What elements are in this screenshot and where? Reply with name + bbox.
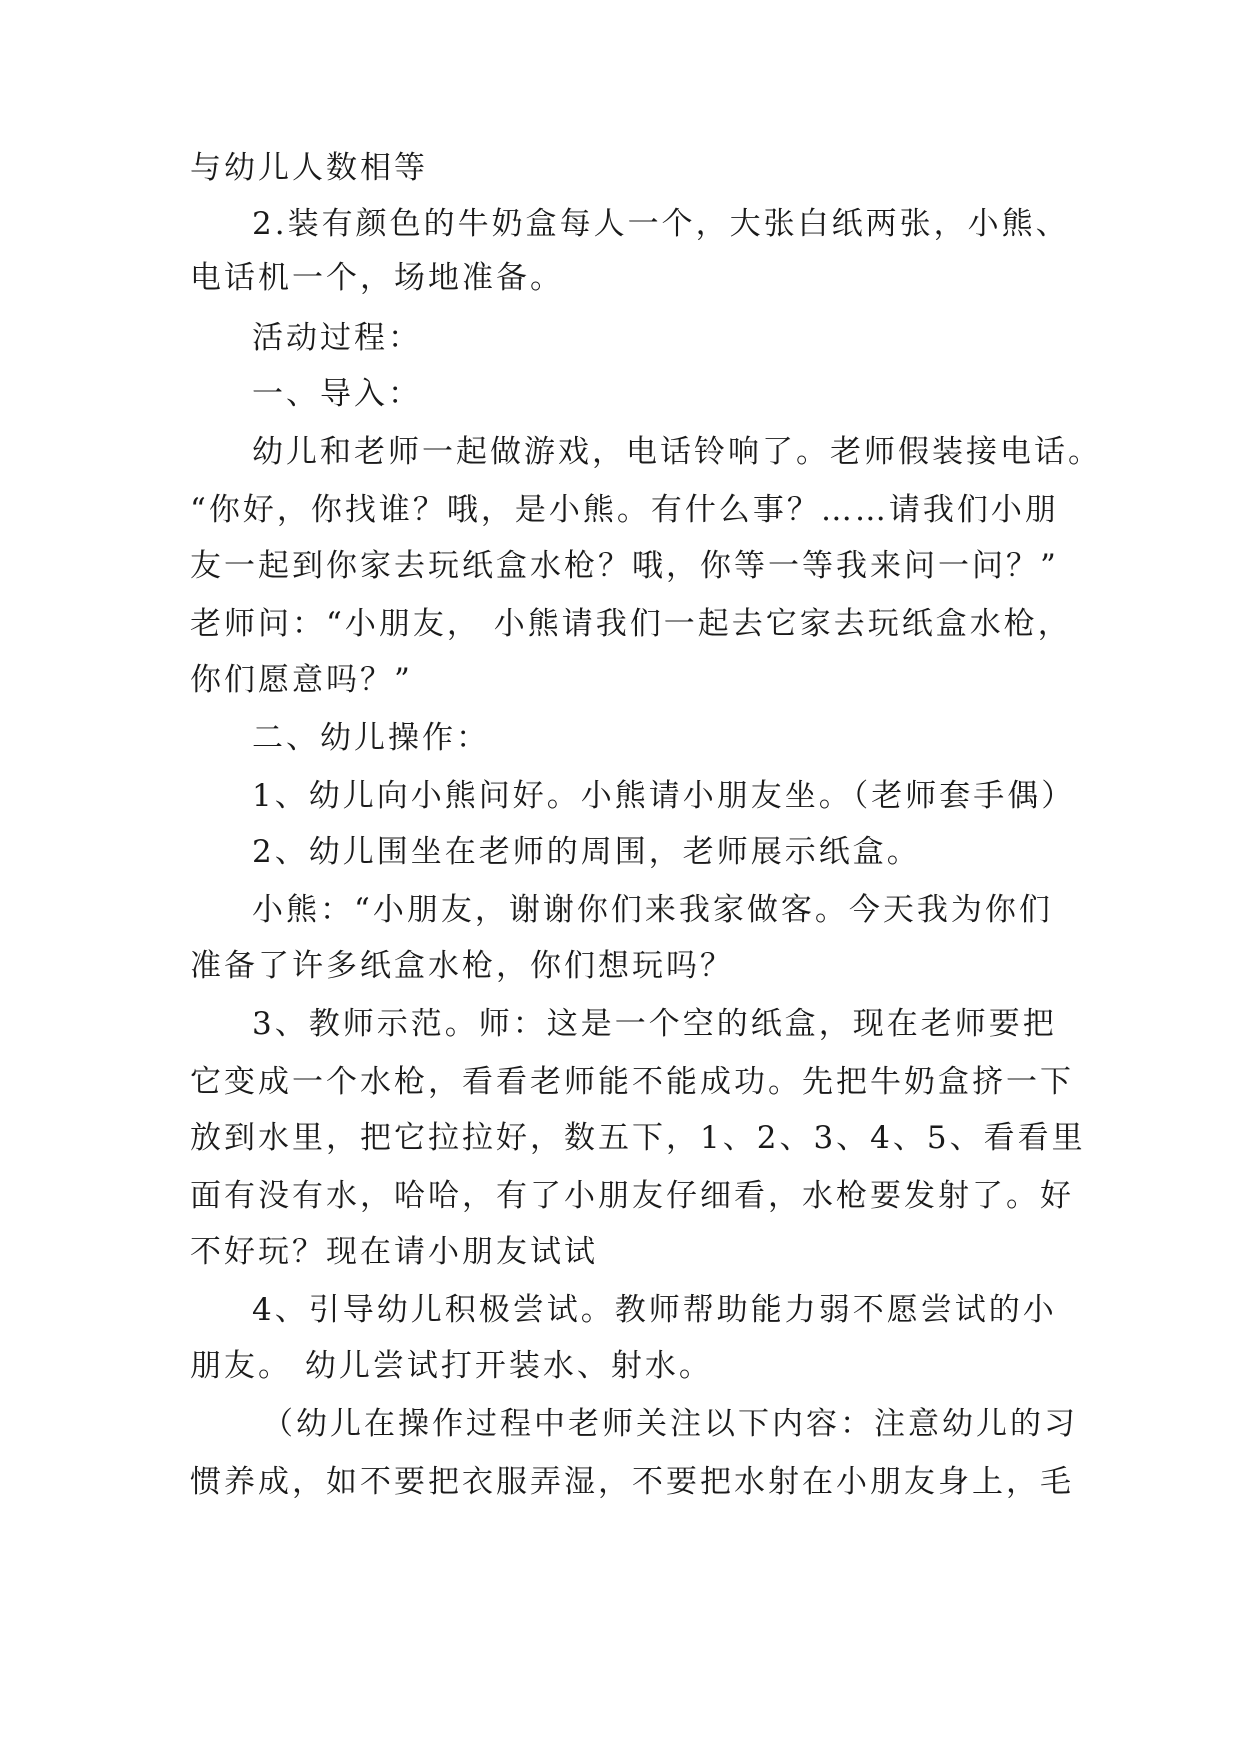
text-line: “你好，你找谁？哦，是小熊。有什么事？……请我们小朋 (190, 492, 1059, 528)
text-line: 4、引导幼儿积极尝试。教师帮助能力弱不愿尝试的小 (252, 1292, 1057, 1328)
section-heading: 二、幼儿操作： (252, 720, 490, 756)
text-line: 与幼儿人数相等 (190, 150, 428, 186)
text-line: 不好玩？现在请小朋友试试 (190, 1234, 598, 1270)
section-heading: 活动过程： (252, 320, 422, 356)
text-line: 2、幼儿围坐在老师的周围，老师展示纸盒。 (252, 834, 921, 870)
text-line: 3、教师示范。师：这是一个空的纸盒，现在老师要把 (252, 1006, 1057, 1042)
text-line: 准备了许多纸盒水枪，你们想玩吗？ (190, 948, 734, 984)
text-line: 你们愿意吗？” (190, 662, 413, 698)
text-line: 友一起到你家去玩纸盒水枪？哦，你等一等我来问一问？” (190, 548, 1059, 584)
text-line: 惯养成，如不要把衣服弄湿，不要把水射在小朋友身上，毛 (190, 1464, 1074, 1500)
text-line: 放到水里，把它拉拉好，数五下，1、2、3、4、5、看看里 (190, 1120, 1086, 1156)
text-line: 老师问：“小朋友， 小熊请我们一起去它家去玩纸盒水枪， (190, 606, 1072, 642)
text-line: 电话机一个，场地准备。 (190, 260, 564, 296)
text-line: 它变成一个水枪，看看老师能不能成功。先把牛奶盒挤一下 (190, 1064, 1074, 1100)
text-line: 朋友。 幼儿尝试打开装水、射水。 (190, 1348, 713, 1384)
section-heading: 一、导入： (252, 376, 422, 412)
text-line: 2.装有颜色的牛奶盒每人一个，大张白纸两张，小熊、 (252, 206, 1070, 242)
text-line: 小熊：“小朋友，谢谢你们来我家做客。今天我为你们 (252, 892, 1053, 928)
text-line: （幼儿在操作过程中老师关注以下内容：注意幼儿的习 (262, 1406, 1078, 1442)
text-line: 1、幼儿向小熊问好。小熊请小朋友坐。（老师套手偶） (252, 778, 1076, 814)
text-line: 幼儿和老师一起做游戏，电话铃响了。老师假装接电话。 (252, 434, 1102, 470)
text-line: 面有没有水，哈哈，有了小朋友仔细看，水枪要发射了。好 (190, 1178, 1074, 1214)
